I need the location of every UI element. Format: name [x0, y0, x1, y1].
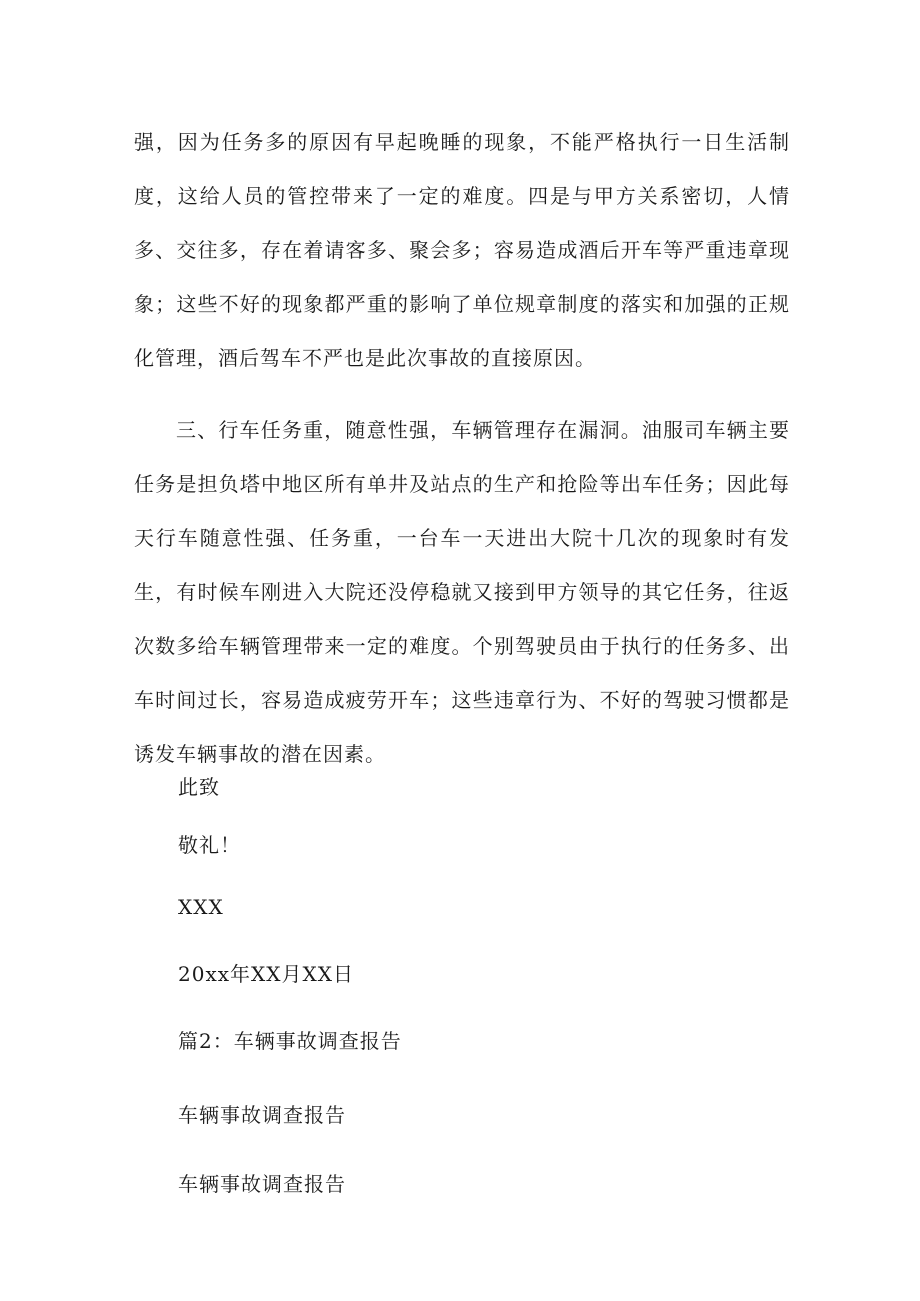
closing-line: 此致	[178, 775, 220, 799]
salutation-line: 敬礼！	[178, 833, 241, 857]
paragraph-continued: 强，因为任务多的原因有早起晚睡的现象，不能严格执行一日生活制度，这给人员的管控带来了一定的难度。四是与甲方关系密切，人情多、交往多，存在着请客多、聚会多；容易造成酒后开车等严重违章现象；这些不好的现象都严重的影响了单位规章制度的落实和加强的正规化管理，酒后驾车不严也是此次事故的直接原因。	[134, 130, 790, 370]
section-heading: 篇2：车辆事故调查报告	[178, 1029, 402, 1053]
paragraph-section-three: 三、行车任务重，随意性强，车辆管理存在漏洞。油服司车辆主要任务是担负塔中地区所有单井及站点的生产和抢险等出车任务；因此每天行车随意性强、任务重，一台车一天进出大院十几次的现象时有发生，有时候车刚进入大院还没停稳就又接到甲方领导的其它任务，往返次数多给车辆管理带来一定的难度。个别驾驶员由于执行的任务多、出车时间过长，容易造成疲劳开车；这些违章行为、不好的驾驶习惯都是诱发车辆事故的潜在因素。	[134, 418, 790, 766]
report-title-repeat: 车辆事故调查报告	[178, 1172, 346, 1196]
letter-date: 20xx年XX月XX日	[178, 962, 354, 986]
report-title: 车辆事故调查报告	[178, 1103, 346, 1127]
sender-name: XXX	[178, 895, 224, 919]
